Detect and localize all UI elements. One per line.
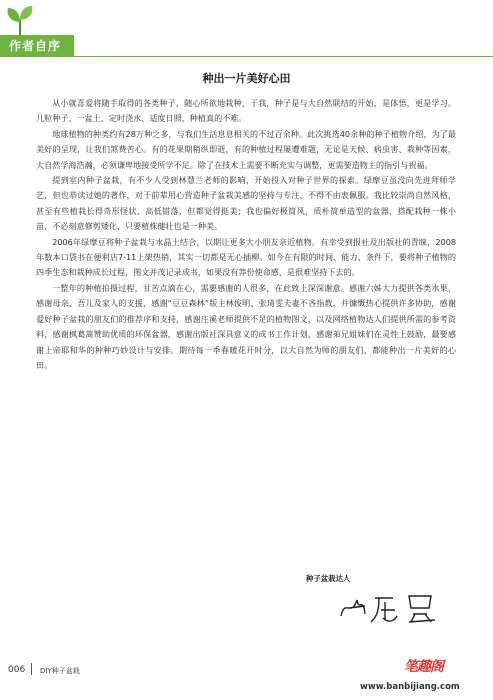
footer-divider <box>31 663 32 675</box>
watermark-logo: 笔趣阁 <box>404 659 443 675</box>
paragraph: 2006年绿摩豆将种子盆栽与水晶土结合，以期让更多大小朋友亲近植物。有幸受到报社及出版社的青睐，2008年数本口袋书在便利店7-11上架热销，其实一切都是无心插柳。如今在有限的时间、能力、条件下，要将种子植物的四季生态和栽种成长过程，图文并茂记录成书，如果没有莽份使命感，是很难坚持下去的。 <box>36 236 456 278</box>
body-text <box>36 96 456 373</box>
handwritten-signature <box>335 588 445 628</box>
page-number: 006 <box>8 665 26 675</box>
paragraph: 提到室内种子盆栽，有不少人受到林慧兰老师的影响，开始投入对种子世界的探索。绿摩豆虽没向先进拜师学艺，但也恭读过她的著作，对于前辈用心营造种子盆栽美感的坚持与专注，不得不由衷佩服。我比较崇尚自然风格，甚至有些植栽长得奇形怪状、高低错落，但都觉得挺美；我也偏好极简风，质朴简单造型的盆器，搭配栽种一株小苗，不必刻意修剪矮化，只要植株健壮也是一种美。 <box>36 175 456 232</box>
signature-caption: 种子盆栽达人 <box>306 574 351 583</box>
paragraph: 从小就喜爱将随手取得的各类种子，随心所欲地栽种，于我，种子是与大自然联结的开始，是体悟，更是学习。几粒种子、一盆土、定时浇水、适度日照，种植真的不难。 <box>36 98 456 124</box>
sprout-icon <box>0 0 40 40</box>
section-label: 作者自序 <box>0 35 74 57</box>
footer-book-title: DIY种子盆栽 <box>40 667 80 675</box>
paragraph: 一整年的种植拍摄过程，甘苦点滴在心，需要感谢的人很多，在此致上深深谢意。感谢六姊大力提供各类水果，感谢母亲、吾儿及家人的支援，感谢“豆豆森林”版主林俊明、张琦雯夫妻不吝指教，并慷慨热心提供许多协助，感谢爱好种子盆栽的朋友们的推荐序和支持，感谢庄溪老师提供不足的植物图文，以及网络植物达人们提供所需的参考资料，感谢枫葛蒿赞助优质的环保盆器，感谢出版社深具意义的成书工作计划，感谢弟兄姐妹们在灵性上鼓励，最要感谢上帝耶和华的种种巧妙设计与安排。期待每一季春暖花开时分，以大自然为师的朋友们，都能种出一片美好的心田。 <box>36 282 456 370</box>
watermark-url: www.banbijiang.com <box>360 682 460 692</box>
page-title: 种出一片美好心田 <box>202 72 291 85</box>
header-rule <box>74 56 493 57</box>
paragraph: 地球植物的种类约有28万种之多，与我们生活息息相关的不过百余种。此次挑选40余种的种子植物介绍，为了最美好的呈现，让我们煞费苦心。有的花果期稍纵即逝，有的种植过程屡遭难题，无论是天候、病虫害、栽种等因素，大自然学海浩瀚，必须谦卑地接受所学不足。除了在技术上需要不断充实与调整，更需要造物主的指引与祝福。 <box>36 128 456 170</box>
